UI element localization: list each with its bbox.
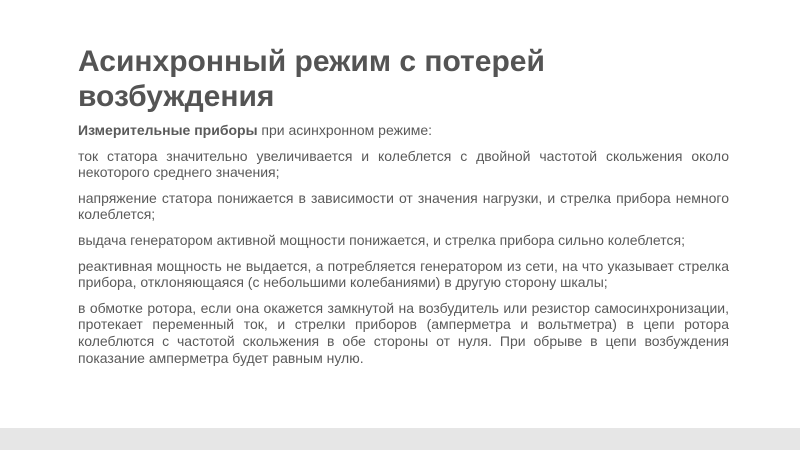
slide-title: Асинхронный режим с потерей возбуждения [78,45,545,113]
slide-body [78,122,729,375]
paragraph-reactive-power: реактивная мощность не выдается, а потребляется генератором из сети, на что указывает стрелка прибора, отклоняющаяся (с небольшими колебаниями) в другую сторону шкалы; [78,257,729,291]
paragraph-active-power: выдача генератором активной мощности понижается, и стрелка прибора сильно колеблется; [78,231,685,248]
intro-rest: при асинхронном режиме: [257,122,433,138]
paragraph-stator-voltage: напряжение статора понижается в зависимости от значения нагрузки, и стрелка прибора немного колеблется; [78,189,729,223]
paragraph-rotor-winding: в обмотке ротора, если она окажется замкнутой на возбудитель или резистор самосинхронизации, протекает переменный ток, и стрелки приборов (амперметра и вольтметра) в цепи ротора колеблются с частотой скольжения в обе стороны от нуля. При обрыве в цепи возбуждения показание амперметра будет равным нулю. [78,299,729,366]
paragraph-stator-current: ток статора значительно увеличивается и колеблется с двойной частотой скольжения около некоторого среднего значения; [78,147,729,181]
intro-bold: Измерительные приборы [78,122,258,138]
footer-bar [0,428,800,450]
intro-line [78,122,729,139]
